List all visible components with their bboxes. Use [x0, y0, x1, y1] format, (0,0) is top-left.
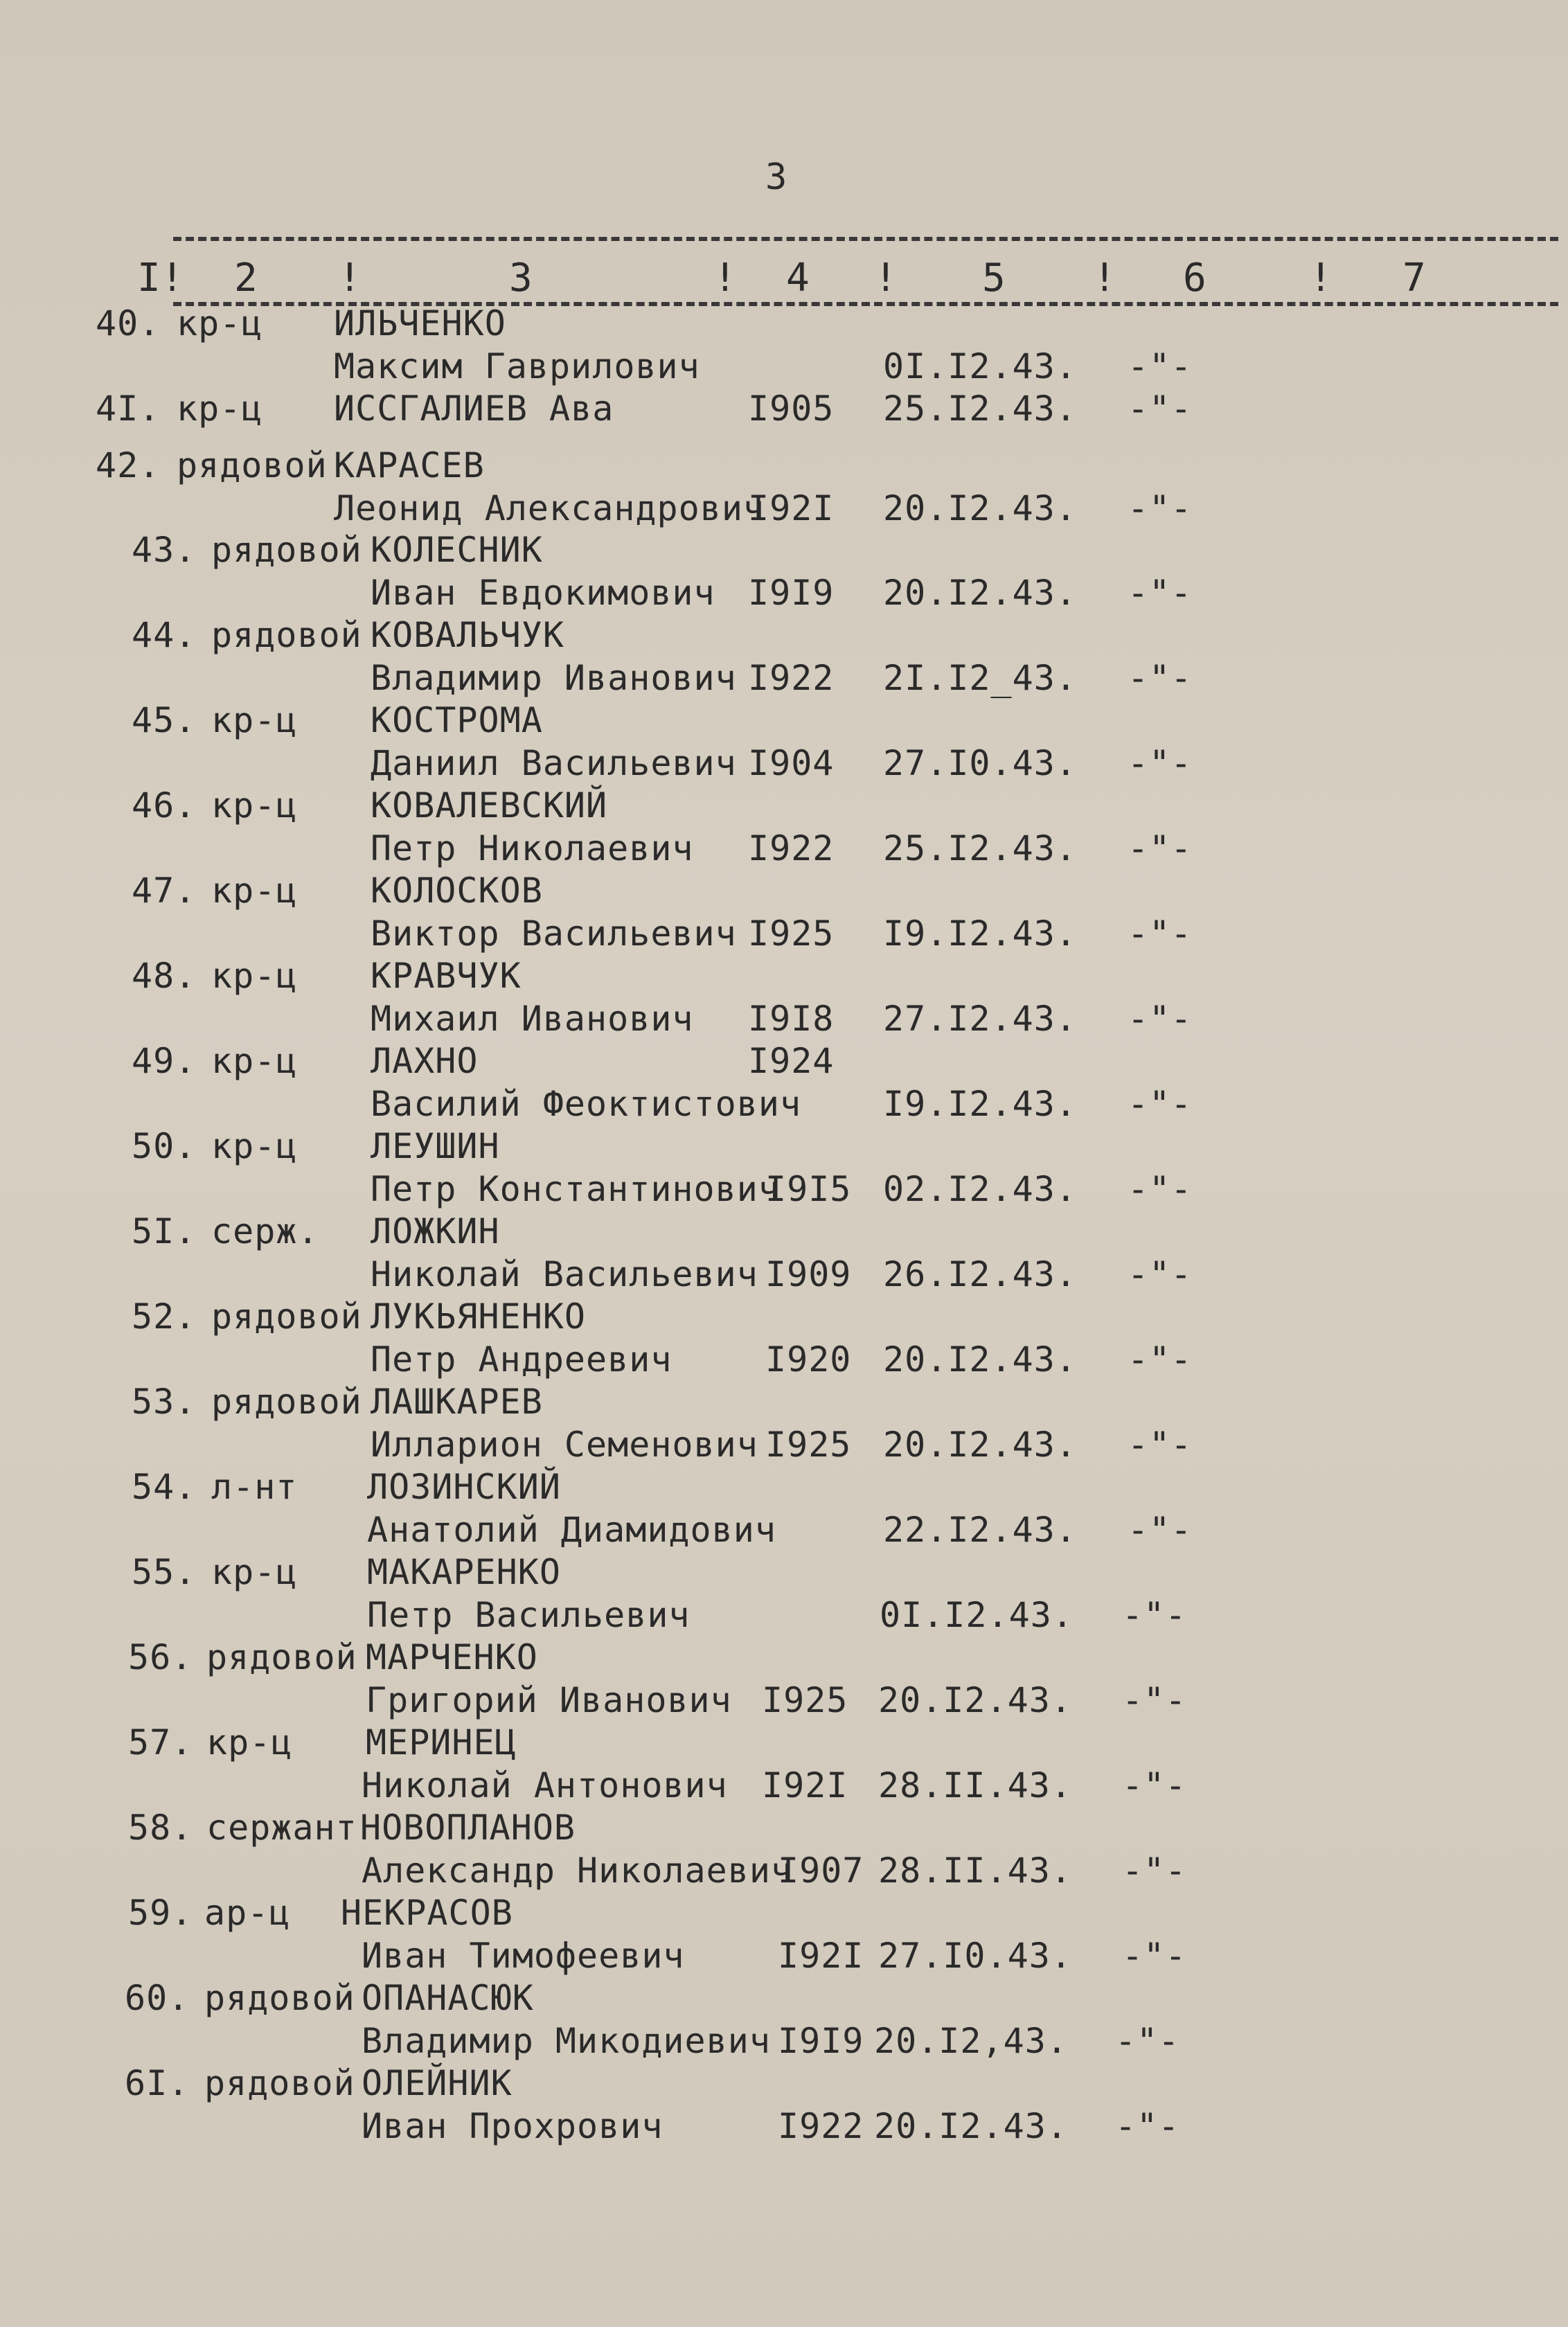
record-ditto-mark: -"-	[1128, 573, 1193, 613]
record-birth-year: I9I9	[748, 573, 835, 613]
record-date: 22.I2.43.	[883, 1510, 1077, 1550]
record-ditto-mark: -"-	[1128, 1339, 1193, 1380]
record-given-name: Иван Тимофеевич	[362, 1936, 685, 1976]
record-surname: КОЛЕСНИК	[371, 530, 543, 570]
record-birth-year: I909	[765, 1254, 852, 1294]
record-row	[0, 615, 1568, 700]
record-birth-year: I9I5	[765, 1169, 852, 1209]
record-surname: ОПАНАСЮК	[362, 1978, 534, 2018]
record-given-name: Максим Гаврилович	[334, 346, 700, 386]
record-date: I9.I2.43.	[883, 1084, 1077, 1124]
record-date: 20.I2.43.	[883, 573, 1077, 613]
record-given-name: Василий Феоктистович	[371, 1084, 802, 1124]
record-date: 25.I2.43.	[883, 389, 1077, 429]
record-date: 02.I2.43.	[883, 1169, 1077, 1209]
record-date: 20.I2.43.	[883, 488, 1077, 528]
record-number: 47.	[132, 871, 197, 911]
record-given-name: Виктор Васильевич	[371, 913, 737, 954]
record-date: 20.I2.43.	[883, 1425, 1077, 1465]
record-rank: кр-ц	[177, 303, 263, 344]
record-ditto-mark: -"-	[1122, 1936, 1187, 1976]
record-row	[0, 1552, 1568, 1637]
record-number: 48.	[132, 956, 197, 996]
record-surname: ОЛЕЙНИК	[362, 2063, 513, 2103]
record-birth-year: I9I9	[778, 2021, 864, 2061]
record-ditto-mark: -"-	[1115, 2106, 1180, 2146]
record-date: 27.I2.43.	[883, 999, 1077, 1039]
record-given-name: Николай Васильевич	[371, 1254, 758, 1294]
record-given-name: Леонид Александрович	[334, 488, 765, 528]
record-birth-year: I904	[748, 743, 835, 783]
record-ditto-mark: -"-	[1128, 488, 1193, 528]
record-rank: рядовой	[211, 530, 362, 570]
record-date: 20.I2.43.	[878, 1680, 1072, 1720]
record-rank: сержант	[206, 1808, 357, 1848]
record-row	[0, 871, 1568, 956]
record-rank: кр-ц	[211, 785, 298, 826]
column-separator: !	[1093, 256, 1116, 301]
record-surname: ЛУКЬЯНЕНКО	[371, 1296, 587, 1337]
record-given-name: Григорий Иванович	[366, 1680, 732, 1720]
record-surname: НОВОПЛАНОВ	[360, 1808, 576, 1848]
record-surname: КОЛОСКОВ	[371, 871, 543, 911]
record-row	[0, 1041, 1568, 1126]
record-row	[0, 1382, 1568, 1467]
column-header-4: 4	[786, 256, 810, 301]
record-given-name: Даниил Васильевич	[371, 743, 737, 783]
record-birth-year: I925	[765, 1425, 852, 1465]
record-date: 20.I2.43.	[883, 1339, 1077, 1380]
record-birth-year: I925	[762, 1680, 848, 1720]
record-rank: кр-ц	[211, 1041, 298, 1081]
record-ditto-mark: -"-	[1122, 1595, 1187, 1635]
record-surname: ИЛЬЧЕНКО	[334, 303, 506, 344]
record-given-name: Петр Андреевич	[371, 1339, 672, 1380]
record-number: 4I.	[96, 389, 161, 429]
record-ditto-mark: -"-	[1128, 1510, 1193, 1550]
column-header-6: 6	[1183, 256, 1206, 301]
record-date: 20.I2,43.	[874, 2021, 1068, 2061]
record-surname: ЛАШКАРЕВ	[371, 1382, 543, 1422]
record-number: 57.	[128, 1722, 193, 1763]
record-birth-year: I925	[748, 913, 835, 954]
record-surname: ЛЕУШИН	[371, 1126, 500, 1166]
record-date: 0I.I2.43.	[880, 1595, 1073, 1635]
record-number: 45.	[132, 700, 197, 740]
record-birth-year: I922	[748, 658, 835, 698]
record-rank: рядовой	[211, 1382, 362, 1422]
record-row	[0, 1808, 1568, 1893]
record-row	[0, 2063, 1568, 2148]
record-surname: ЛОЗИНСКИЙ	[367, 1467, 561, 1507]
record-rank: серж.	[211, 1211, 319, 1251]
record-number: 53.	[132, 1382, 197, 1422]
record-ditto-mark: -"-	[1122, 1680, 1187, 1720]
record-rank: рядовой	[204, 2063, 355, 2103]
record-given-name: Илларион Семенович	[371, 1425, 758, 1465]
record-number: 49.	[132, 1041, 197, 1081]
record-row	[0, 1893, 1568, 1978]
record-given-name: Иван Евдокимович	[371, 573, 715, 613]
record-given-name: Анатолий Диамидович	[367, 1510, 776, 1550]
record-birth-year: I92I	[748, 488, 835, 528]
record-ditto-mark: -"-	[1128, 658, 1193, 698]
record-birth-year: I924	[748, 1041, 835, 1081]
record-ditto-mark: -"-	[1128, 743, 1193, 783]
record-number: 43.	[132, 530, 197, 570]
record-rank: рядовой	[211, 1296, 362, 1337]
record-birth-year: I92I	[762, 1765, 848, 1806]
column-header-1: I!	[137, 256, 184, 301]
record-ditto-mark: -"-	[1128, 1254, 1193, 1294]
column-header-7: 7	[1402, 256, 1426, 301]
record-surname: КОВАЛЬЧУК	[371, 615, 564, 655]
record-date: 27.I0.43.	[883, 743, 1077, 783]
record-rank: кр-ц	[206, 1722, 293, 1763]
record-date: I9.I2.43.	[883, 913, 1077, 954]
record-surname: КРАВЧУК	[371, 956, 522, 996]
record-row	[0, 700, 1568, 785]
record-surname: МАКАРЕНКО	[367, 1552, 561, 1592]
record-birth-year: I905	[748, 389, 835, 429]
record-given-name: Александр Николаевич	[362, 1851, 793, 1891]
record-row	[0, 1467, 1568, 1552]
record-number: 52.	[132, 1296, 197, 1337]
record-surname: ЛАХНО	[371, 1041, 479, 1081]
record-date: 2I.I2_43.	[883, 658, 1077, 698]
column-header-row	[0, 258, 1568, 299]
record-date: 28.II.43.	[878, 1765, 1072, 1806]
record-surname: НЕКРАСОВ	[341, 1893, 513, 1933]
record-ditto-mark: -"-	[1128, 999, 1193, 1039]
record-given-name: Петр Константинович	[371, 1169, 780, 1209]
column-separator: !	[338, 256, 362, 301]
record-date: 28.II.43.	[878, 1851, 1072, 1891]
column-separator: !	[713, 256, 737, 301]
record-row	[0, 530, 1568, 615]
record-number: 60.	[125, 1978, 190, 2018]
page-number: 3	[765, 157, 789, 198]
record-date: 27.I0.43.	[878, 1936, 1072, 1976]
record-birth-year: I907	[778, 1851, 864, 1891]
record-number: 46.	[132, 785, 197, 826]
record-row	[0, 445, 1568, 531]
record-number: 40.	[96, 303, 161, 344]
record-row	[0, 1722, 1568, 1808]
record-given-name: Петр Васильевич	[367, 1595, 691, 1635]
record-birth-year: I920	[765, 1339, 852, 1380]
record-rank: кр-ц	[177, 389, 263, 429]
record-rank: рядовой	[204, 1978, 355, 2018]
column-header-2: 2	[234, 256, 258, 301]
record-number: 42.	[96, 445, 161, 485]
record-ditto-mark: -"-	[1128, 1425, 1193, 1465]
record-surname: МЕРИНЕЦ	[366, 1722, 517, 1763]
record-number: 54.	[132, 1467, 197, 1507]
record-birth-year: I922	[748, 828, 835, 868]
record-given-name: Владимир Иванович	[371, 658, 737, 698]
record-given-name: Михаил Иванович	[371, 999, 694, 1039]
record-ditto-mark: -"-	[1122, 1765, 1187, 1806]
record-birth-year: I92I	[778, 1936, 864, 1976]
record-date: 25.I2.43.	[883, 828, 1077, 868]
record-birth-year: I922	[778, 2106, 864, 2146]
record-row	[0, 785, 1568, 871]
record-row	[0, 1296, 1568, 1382]
record-surname: МАРЧЕНКО	[366, 1637, 538, 1677]
record-given-name: Николай Антонович	[362, 1765, 728, 1806]
record-number: 44.	[132, 615, 197, 655]
record-ditto-mark: -"-	[1122, 1851, 1187, 1891]
record-ditto-mark: -"-	[1115, 2021, 1180, 2061]
record-date: 20.I2.43.	[874, 2106, 1068, 2146]
record-rank: рядовой	[177, 445, 328, 485]
record-date: 26.I2.43.	[883, 1254, 1077, 1294]
record-surname: ИССГАЛИЕВ Ава	[334, 389, 614, 429]
record-rank: кр-ц	[211, 700, 298, 740]
record-given-name: Иван Прохрович	[362, 2106, 663, 2146]
record-number: 55.	[132, 1552, 197, 1592]
record-row	[0, 1637, 1568, 1722]
record-number: 5I.	[132, 1211, 197, 1251]
record-rank: кр-ц	[211, 871, 298, 911]
record-number: 50.	[132, 1126, 197, 1166]
record-rank: рядовой	[211, 615, 362, 655]
record-row	[0, 303, 1568, 389]
record-row	[0, 1978, 1568, 2063]
record-row	[0, 956, 1568, 1041]
record-given-name: Петр Николаевич	[371, 828, 694, 868]
record-surname: ЛОЖКИН	[371, 1211, 500, 1251]
column-separator: !	[1309, 256, 1333, 301]
record-birth-year: I9I8	[748, 999, 835, 1039]
column-separator: !	[874, 256, 898, 301]
record-ditto-mark: -"-	[1128, 913, 1193, 954]
record-rank: кр-ц	[211, 956, 298, 996]
record-rank: ар-ц	[204, 1893, 291, 1933]
record-row	[0, 1126, 1568, 1211]
column-header-3: 3	[509, 256, 533, 301]
record-number: 6I.	[125, 2063, 190, 2103]
record-number: 58.	[128, 1808, 193, 1848]
column-header-5: 5	[982, 256, 1006, 301]
record-ditto-mark: -"-	[1128, 346, 1193, 386]
record-rank: рядовой	[206, 1637, 357, 1677]
record-number: 56.	[128, 1637, 193, 1677]
record-ditto-mark: -"-	[1128, 389, 1193, 429]
record-ditto-mark: -"-	[1128, 1084, 1193, 1124]
record-surname: КАРАСЕВ	[334, 445, 485, 485]
record-rank: л-нт	[211, 1467, 298, 1507]
record-rank: кр-ц	[211, 1552, 298, 1592]
record-surname: КОВАЛЕВСКИЙ	[371, 785, 608, 826]
header-dash-line-top	[173, 237, 1558, 241]
record-ditto-mark: -"-	[1128, 1169, 1193, 1209]
record-given-name: Владимир Микодиевич	[362, 2021, 771, 2061]
record-row	[0, 1211, 1568, 1296]
record-rank: кр-ц	[211, 1126, 298, 1166]
record-ditto-mark: -"-	[1128, 828, 1193, 868]
record-number: 59.	[128, 1893, 193, 1933]
record-date: 0I.I2.43.	[883, 346, 1077, 386]
record-surname: КОСТРОМА	[371, 700, 543, 740]
